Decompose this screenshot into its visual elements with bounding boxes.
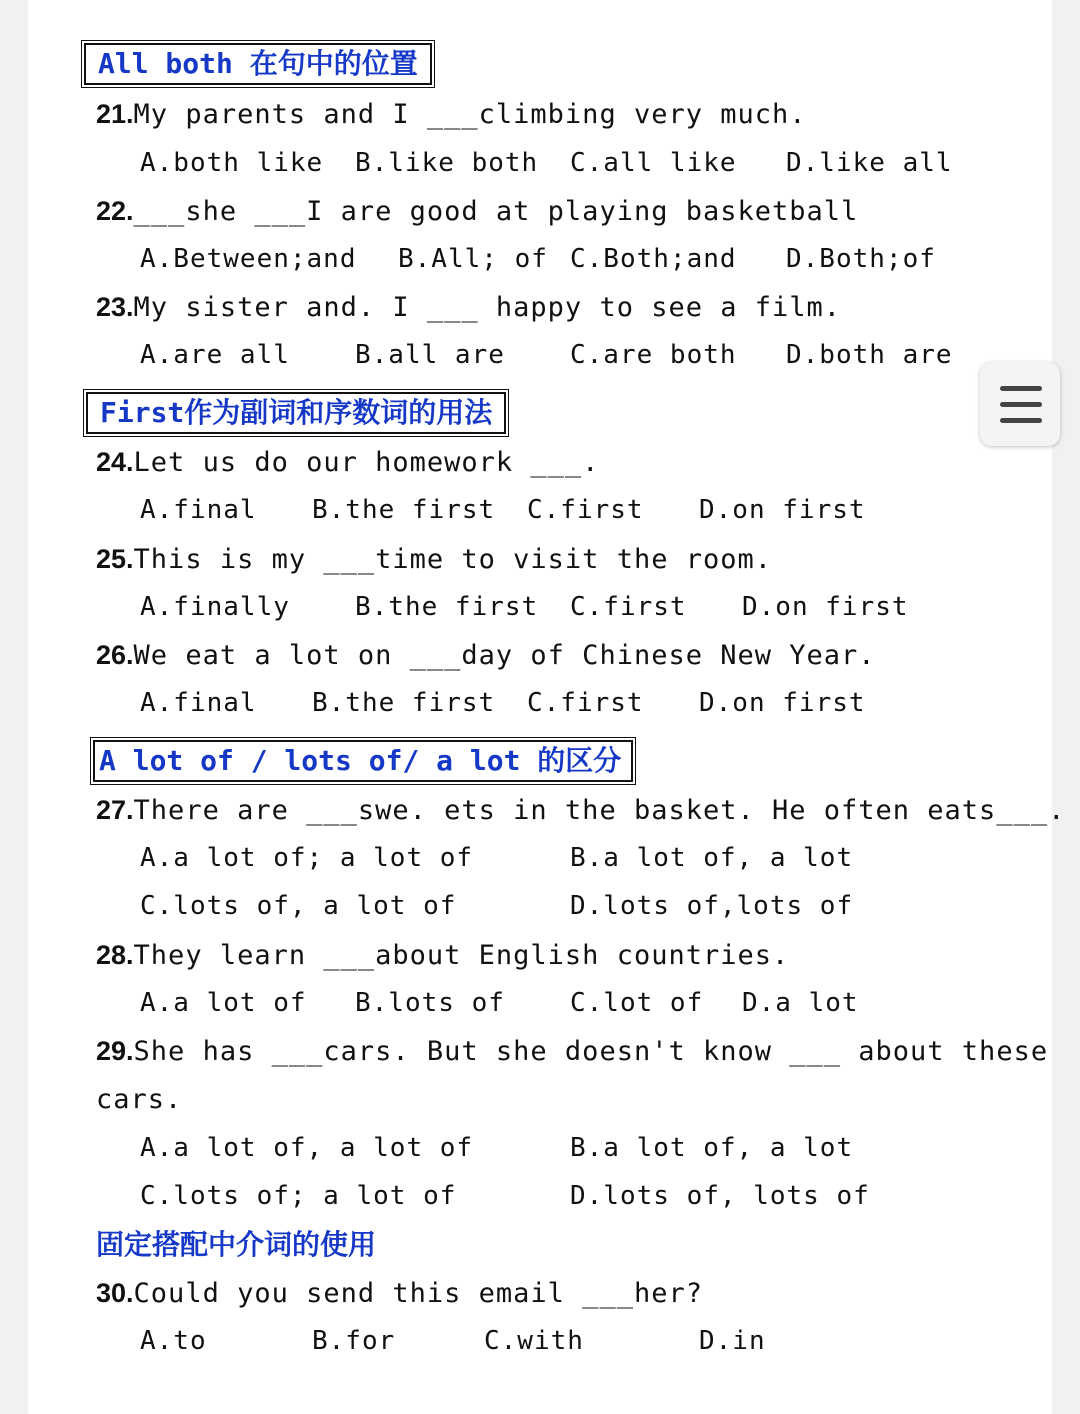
option-d: D.on first — [699, 495, 866, 525]
question-number: 23. — [96, 292, 134, 322]
option-c: C.with — [484, 1326, 584, 1356]
question-text: There are ___swe. ets in the basket. He often eats___. — [133, 795, 1066, 826]
section-heading-prepositions: 固定搭配中介词的使用 — [96, 1228, 377, 1261]
question-number: 29. — [96, 1036, 134, 1066]
question-text: Could you send this email ___her? — [133, 1278, 703, 1309]
option-d: D.lots of, lots of — [570, 1181, 870, 1211]
section-heading-first: First作为副词和序数词的用法 — [86, 392, 506, 434]
option-b: B.a lot of, a lot — [570, 1133, 854, 1163]
question-30 — [96, 1275, 703, 1312]
option-a: A.are all — [140, 340, 290, 370]
question-21 — [96, 96, 807, 133]
option-c: C.Both;and — [570, 244, 737, 274]
option-d: D.on first — [699, 688, 866, 718]
option-a: A.final — [140, 495, 257, 525]
question-29 — [96, 1033, 1048, 1070]
option-c: C.lots of, a lot of — [140, 891, 457, 921]
question-26 — [96, 637, 876, 674]
option-b: B.all are — [355, 340, 505, 370]
question-text: Let us do our homework ___. — [133, 447, 600, 478]
option-c: C.first — [527, 495, 644, 525]
question-25 — [96, 541, 772, 578]
question-number: 24. — [96, 447, 134, 477]
option-a: A.a lot of, a lot of — [140, 1133, 474, 1163]
option-a: A.Between;and — [140, 244, 357, 274]
question-text: ___she ___I are good at playing basketball — [133, 196, 859, 227]
question-text: My parents and I ___climbing very much. — [133, 99, 807, 130]
question-text: She has ___cars. But she doesn't know ___ about these — [133, 1036, 1049, 1067]
option-d: D.a lot — [742, 988, 859, 1018]
menu-line — [1000, 386, 1042, 391]
option-d: D.lots of,lots of — [570, 891, 854, 921]
question-text: This is my ___time to visit the room. — [133, 544, 772, 575]
question-number: 22. — [96, 196, 134, 226]
section-heading-a-lot-of: A lot of / lots of/ a lot 的区分 — [93, 740, 633, 782]
option-a: A.to — [140, 1326, 207, 1356]
option-b: B.the first — [312, 495, 496, 525]
question-22 — [96, 193, 858, 230]
option-d: D.in — [699, 1326, 766, 1356]
section-heading-all-both: All both 在句中的位置 — [84, 43, 432, 85]
option-a: A.finally — [140, 592, 290, 622]
question-29-continuation: cars. — [96, 1084, 183, 1115]
question-24 — [96, 444, 599, 481]
option-c: C.all like — [570, 148, 737, 178]
question-number: 30. — [96, 1278, 134, 1308]
hamburger-menu-icon[interactable] — [980, 362, 1060, 446]
question-28 — [96, 937, 789, 974]
question-text: My sister and. I ___ happy to see a film. — [133, 292, 842, 323]
option-a: A.a lot of — [140, 988, 307, 1018]
question-27 — [96, 792, 1065, 829]
question-number: 25. — [96, 544, 134, 574]
option-b: B.like both — [355, 148, 539, 178]
question-23 — [96, 289, 841, 326]
option-d: D.on first — [742, 592, 909, 622]
question-text: We eat a lot on ___day of Chinese New Year. — [133, 640, 876, 671]
question-number: 28. — [96, 940, 134, 970]
option-b: B.a lot of, a lot — [570, 843, 854, 873]
option-d: D.both are — [786, 340, 953, 370]
option-c: C.lot of — [570, 988, 704, 1018]
option-a: A.a lot of; a lot of — [140, 843, 474, 873]
option-d: D.Both;of — [786, 244, 936, 274]
option-b: B.for — [312, 1326, 396, 1356]
menu-line — [1000, 402, 1042, 407]
question-number: 27. — [96, 795, 134, 825]
option-b: B.the first — [312, 688, 496, 718]
option-c: C.first — [570, 592, 687, 622]
option-d: D.like all — [786, 148, 953, 178]
option-a: A.final — [140, 688, 257, 718]
option-c: C.first — [527, 688, 644, 718]
option-b: B.All; of — [398, 244, 548, 274]
option-c: C.lots of; a lot of — [140, 1181, 457, 1211]
question-text: They learn ___about English countries. — [133, 940, 790, 971]
option-a: A.both like — [140, 148, 324, 178]
option-b: B.the first — [355, 592, 539, 622]
option-b: B.lots of — [355, 988, 505, 1018]
option-c: C.are both — [570, 340, 737, 370]
question-number: 26. — [96, 640, 134, 670]
question-number: 21. — [96, 99, 134, 129]
menu-line — [1000, 418, 1042, 423]
